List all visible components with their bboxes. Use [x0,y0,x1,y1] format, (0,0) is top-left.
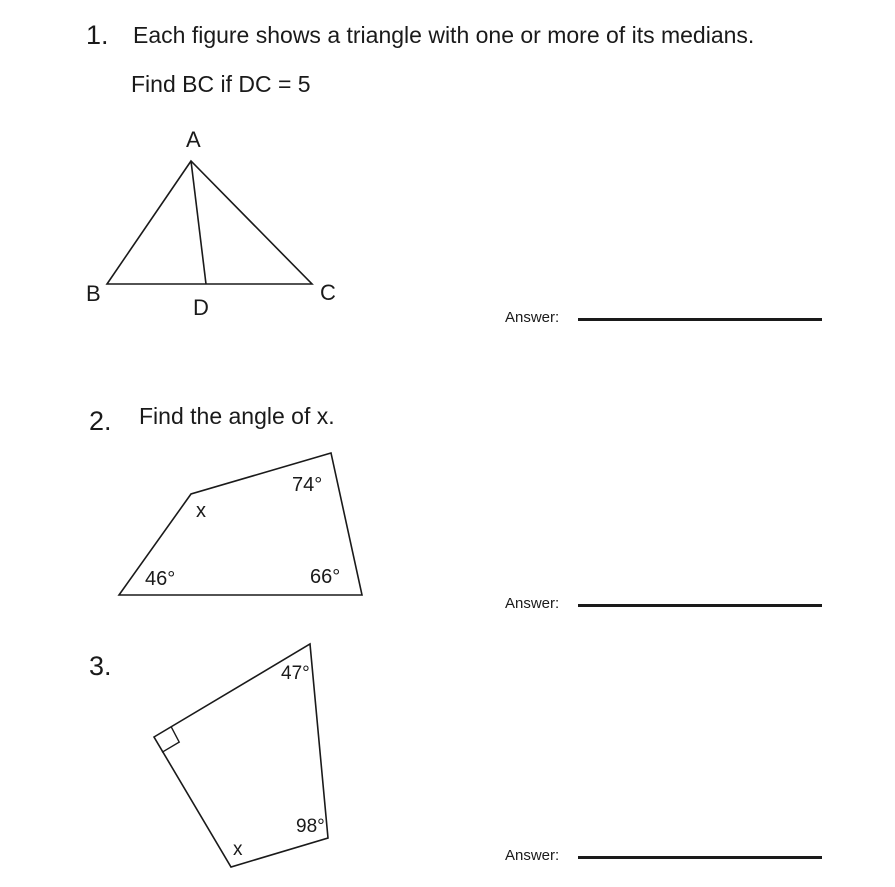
q2-answer-label: Answer: [505,595,560,612]
q1-text: Each figure shows a triangle with one or more of its medians. [133,22,755,48]
q1-label-b: B [86,281,101,306]
q1-label-a: A [186,127,201,152]
q1-answer-label: Answer: [505,309,560,326]
q2-angle-74: 74° [292,474,323,496]
q2-angle-46: 46° [145,568,176,590]
q3-number: 3. [89,651,112,681]
q3-answer-line[interactable] [578,856,822,859]
q1-label-d: D [193,295,209,320]
q3-answer-label: Answer: [505,847,560,864]
q2-number: 2. [89,406,112,436]
q3-angle-x: x [233,839,243,860]
q1-number: 1. [86,20,109,50]
q1-label-c: C [320,280,336,305]
q3-angle-47: 47° [281,663,310,684]
q2-angle-x: x [196,500,206,522]
q2-text: Find the angle of x. [139,403,335,429]
q3-angle-98: 98° [296,816,325,837]
q1-subtext: Find BC if DC = 5 [131,71,311,97]
q2-angle-66: 66° [310,566,341,588]
